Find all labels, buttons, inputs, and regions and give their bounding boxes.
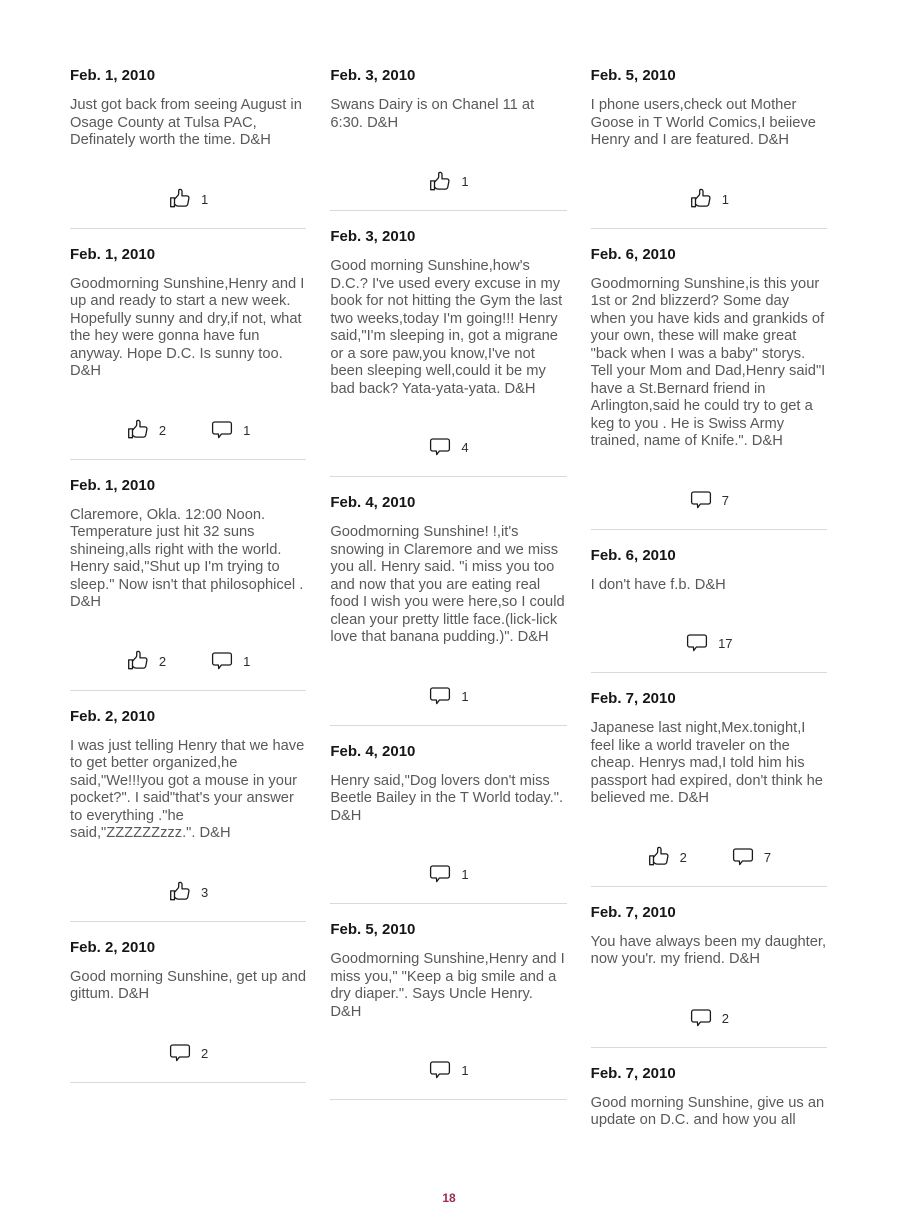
post-date: Feb. 7, 2010 [590,690,676,707]
post-date: Feb. 7, 2010 [590,903,676,921]
column-3 [591,66,827,1145]
post-date: Feb. 3, 2010 [330,67,416,84]
post-date: Feb. 5, 2010 [590,67,676,84]
comment-stat [428,863,468,886]
comment-bubble-icon [168,1042,192,1065]
post-engagement [70,417,306,444]
post [70,245,306,460]
like-count: 2 [679,849,687,865]
post-text: Good morning Sunshine, give us an update on D.C. and how you all [590,1094,825,1128]
thumbs-up-icon [168,187,192,211]
post [591,245,827,530]
comment-count: 2 [201,1045,209,1061]
post-engagement [591,630,827,657]
like-stat [647,845,687,869]
post-date: Feb. 6, 2010 [590,245,676,263]
comment-count: 4 [461,440,469,455]
post-engagement [330,1057,566,1084]
comment-count: 7 [763,849,772,865]
like-stat [168,187,208,211]
post-text: Goodmorning Sunshine,Henry and I miss you," "Keep a big smile and a dry diaper.". Says Uncle Henry. D&H [330,951,565,1020]
thumbs-up-icon [647,845,671,869]
post-engagement [70,648,306,675]
post-text: Henry said,"Dog lovers don't miss Beetle Bailey in the T World today.". D&H [330,772,564,824]
thumbs-up-icon [689,187,713,211]
post-text: Good morning Sunshine, get up and gittum. D&H [70,968,306,1002]
comment-count: 1 [461,688,469,704]
post-text: Goodmorning Sunshine,is this your 1st or 2nd blizzerd? Some day when you have kids and grankids of your own, these will make great "back when I was a baby" storys. Tell your Mom and Dad,Henry said"I have a St.Bernard friend in Arlington,said he could try to get a keg to you . He is Swiss Army trained, name of Knife.". D&H [590,275,826,449]
comment-count: 17 [718,636,733,651]
post [591,546,827,674]
post-date: Feb. 2, 2010 [70,938,156,956]
comment-count: 1 [243,653,251,669]
thumbs-up-icon [168,880,192,904]
like-count: 1 [201,191,209,207]
post [330,66,566,211]
comment-stat [428,436,468,459]
comment-stat [685,632,732,655]
post-date: Feb. 3, 2010 [330,228,416,245]
post-engagement [591,844,827,871]
like-count: 2 [158,422,167,438]
post [330,227,566,477]
comment-count: 1 [461,867,469,882]
comment-bubble-icon [689,489,713,512]
post [70,938,306,1083]
post [70,66,306,229]
post-date: Feb. 4, 2010 [330,742,416,760]
post-date: Feb. 2, 2010 [70,707,156,725]
post-text: I don't have f.b. D&H [590,576,726,593]
page-number: 18 [442,1191,456,1205]
post-date: Feb. 1, 2010 [70,476,156,494]
post [591,689,827,887]
comment-bubble-icon [428,1059,452,1082]
comment-stat [210,650,250,673]
comment-bubble-icon [689,1007,713,1030]
comment-bubble-icon [210,419,234,442]
comment-stat [428,685,468,708]
post-date: Feb. 4, 2010 [330,494,416,511]
post-text: Swans Dairy is on Chanel 11 at 6:30. D&H [330,97,535,131]
post-text: Just got back from seeing August in Osage County at Tulsa PAC, Definately worth the time. D&H [70,97,302,148]
post-columns [70,66,827,1145]
comment-bubble-icon [210,650,234,673]
post-date: Feb. 5, 2010 [330,921,416,938]
post [330,742,566,905]
post-engagement [591,487,827,514]
post [591,903,827,1048]
post-engagement [70,879,306,906]
page-footer [0,1189,898,1207]
post-text: Goodmorning Sunshine,Henry and I up and ready to start a new week. Hopefully sunny and dry,if not, what the hey were gonna have fun anyway. Hope D.C. Is sunny too. D&H [70,275,305,379]
comment-bubble-icon [428,436,452,459]
post-engagement [70,1040,306,1067]
comment-stat [428,1059,468,1082]
like-count: 1 [721,191,729,207]
post-text: Japanese last night,Mex.tonight,I feel like a world traveler on the cheap. Henrys mad,I told him his passport had expired, don't think he believed me. D&H [590,720,823,806]
like-stat [689,187,729,211]
comment-stat [689,489,729,512]
post-date: Feb. 1, 2010 [70,67,156,84]
comment-count: 2 [721,1010,729,1026]
post-text: Claremore, Okla. 12:00 Noon. Temperature just hit 32 suns shineing,alls right with the world. Henry said,"Shut up I'm trying to sleep." Now isn't that philosophicel . D&H [70,506,304,610]
post-engagement [330,683,566,710]
comment-count: 7 [721,492,729,508]
post [330,493,566,726]
comment-bubble-icon [428,863,452,886]
comment-count: 1 [243,422,251,438]
thumbs-up-icon [126,649,150,673]
post-engagement [591,186,827,213]
comment-count: 1 [461,1063,469,1078]
post-engagement [330,861,566,888]
column-2 [330,66,566,1145]
comment-bubble-icon [685,632,709,655]
post-date: Feb. 7, 2010 [590,1064,676,1082]
like-count: 1 [461,174,469,189]
post [330,920,566,1100]
like-stat [428,170,468,194]
post-text: Goodmorning Sunshine! !,it's snowing in Claremore and we miss you all. Henry said. "i miss you too and now that you are eating real food I wish you were here,so I could clean your pretty little face.(lick-lick love that banana pudding.)". D&H [330,524,565,645]
post-engagement [330,434,566,461]
post-text: Good morning Sunshine,how's D.C.? I've used every excuse in my book for not hitting the Gym the last two weeks,today I'm going!!! Henry said,"I'm sleeping in, got a migrane or a sore paw,you know,I've not been sleeping well,could it be my bad back? Yata-yata-yata. D&H [330,258,563,397]
comment-stat [168,1042,208,1065]
post-engagement [70,186,306,213]
post [70,476,306,691]
post [70,707,306,922]
post [591,66,827,229]
post-text: I phone users,check out Mother Goose in T World Comics,I beiieve Henry and I are featured. D&H [590,97,816,148]
thumbs-up-icon [428,170,452,194]
comment-stat [689,1007,729,1030]
post-date: Feb. 6, 2010 [590,546,676,564]
post-text: You have always been my daughter, now you'r. my friend. D&H [590,933,827,967]
post-engagement [591,1005,827,1032]
like-count: 3 [201,884,209,900]
comment-stat [210,419,250,442]
like-stat [126,418,166,442]
post-engagement [330,168,566,195]
post-text: I was just telling Henry that we have to get better organized,he said,"We!!!you got a mouse in your pocket?". I said"that's your answer to everything ."he said,"ZZZZZZzzz.". D&H [70,737,305,841]
comment-bubble-icon [731,846,755,869]
column-1 [70,66,306,1145]
like-stat [168,880,208,904]
thumbs-up-icon [126,418,150,442]
comment-stat [731,846,771,869]
comment-bubble-icon [428,685,452,708]
post-date: Feb. 1, 2010 [70,245,156,263]
like-count: 2 [158,653,167,669]
post-truncated [591,1064,827,1145]
like-stat [126,649,166,673]
